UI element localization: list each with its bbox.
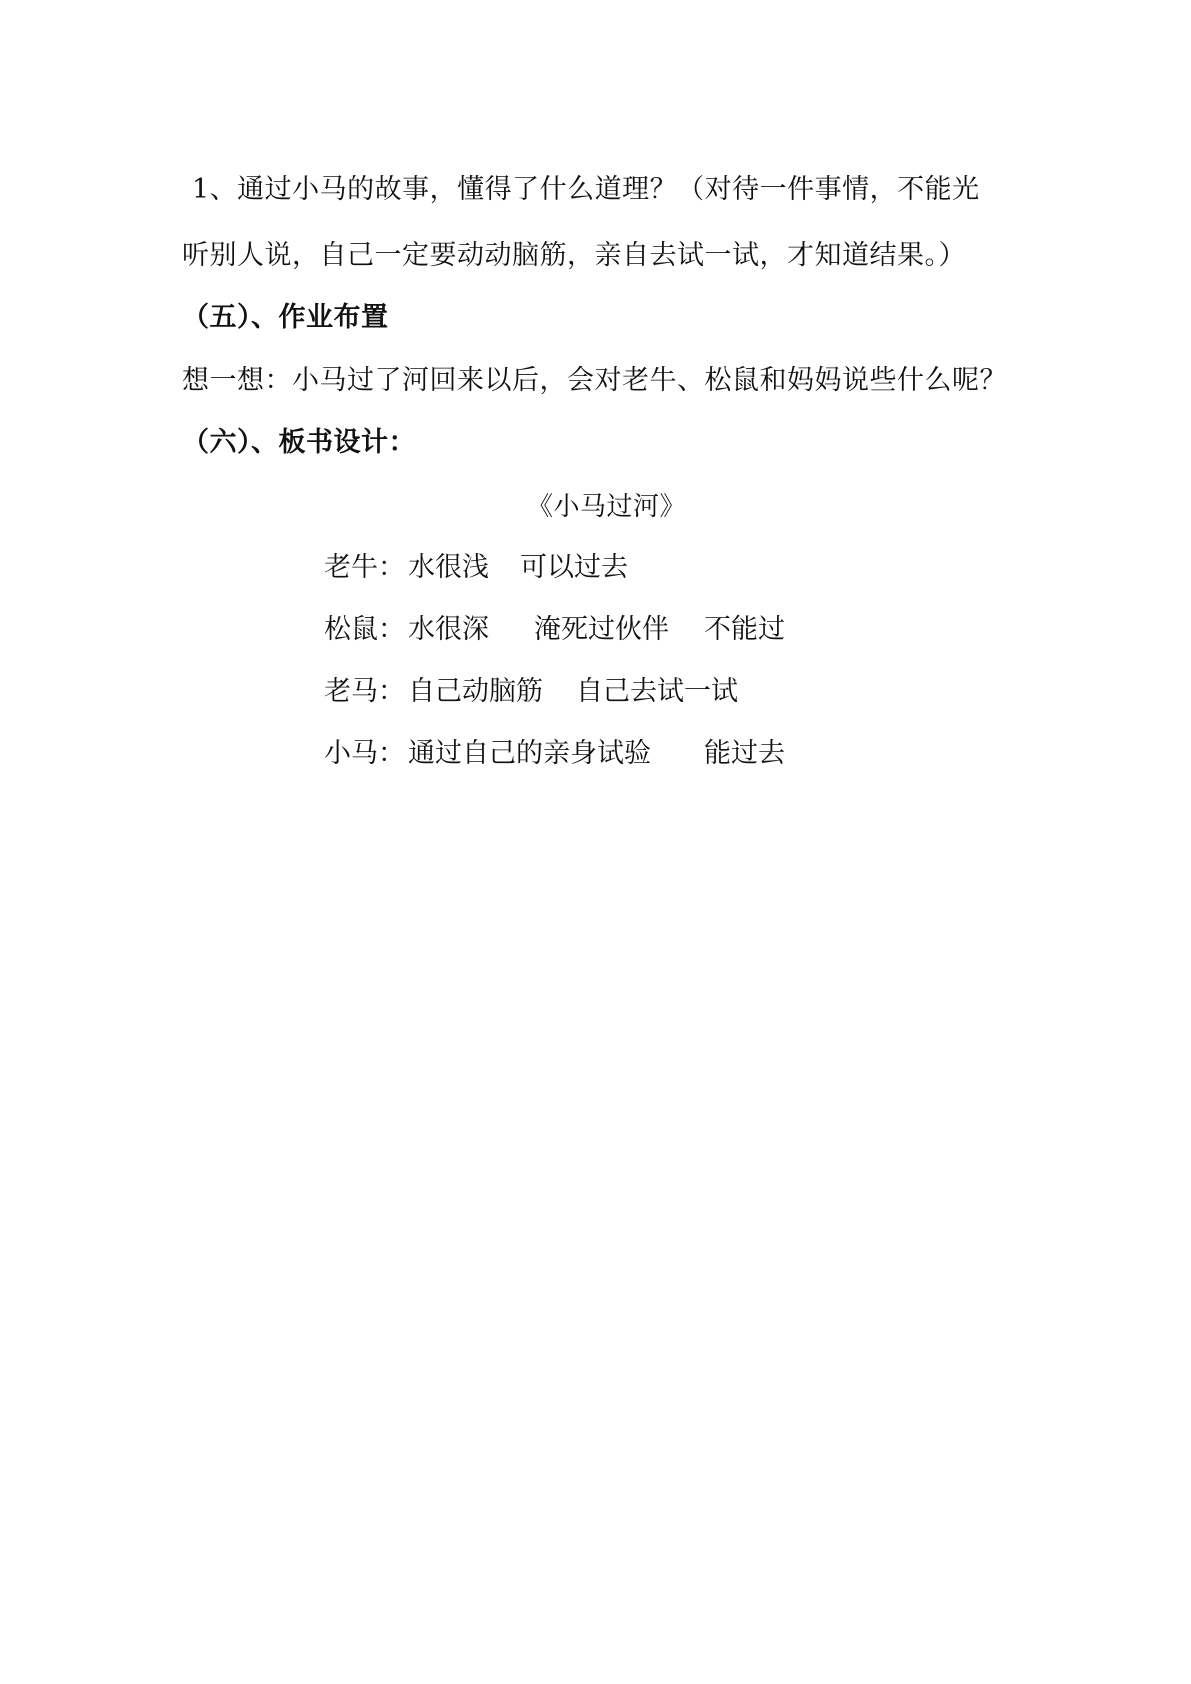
board-part-2: 可以过去 [520, 552, 628, 583]
board-row-old-horse [324, 674, 824, 710]
board-part-2: 能过去 [704, 738, 785, 769]
question-1-line-1: 1、通过小马的故事，懂得了什么道理？（对待一件事情，不能光 [192, 174, 980, 205]
board-speaker: 小马： [324, 738, 405, 769]
board-title: 《小马过河》 [527, 492, 687, 522]
board-part-3: 不能过 [704, 614, 785, 645]
board-part-1: 自己动脑筋 [408, 676, 543, 707]
board-speaker: 松鼠： [324, 614, 405, 645]
board-row-ox [324, 550, 824, 586]
homework-text: 想一想：小马过了河回来以后，会对老牛、松鼠和妈妈说些什么呢？ [182, 365, 1007, 396]
section-6-heading: （六）、板书设计： [182, 427, 416, 458]
board-part-2: 自己去试一试 [576, 676, 738, 707]
board-part-2: 淹死过伙伴 [534, 614, 669, 645]
question-1-line-2: 听别人说，自己一定要动动脑筋，亲自去试一试，才知道结果。） [182, 240, 966, 271]
board-row-squirrel [324, 612, 824, 648]
section-5-heading: （五）、作业布置 [182, 302, 389, 333]
board-speaker: 老马： [324, 676, 405, 707]
board-part-1: 水很深 [408, 614, 489, 645]
board-row-little-horse [324, 736, 824, 772]
board-part-1: 水很浅 [408, 552, 489, 583]
board-part-1: 通过自己的亲身试验 [408, 738, 651, 769]
board-speaker: 老牛： [324, 552, 405, 583]
